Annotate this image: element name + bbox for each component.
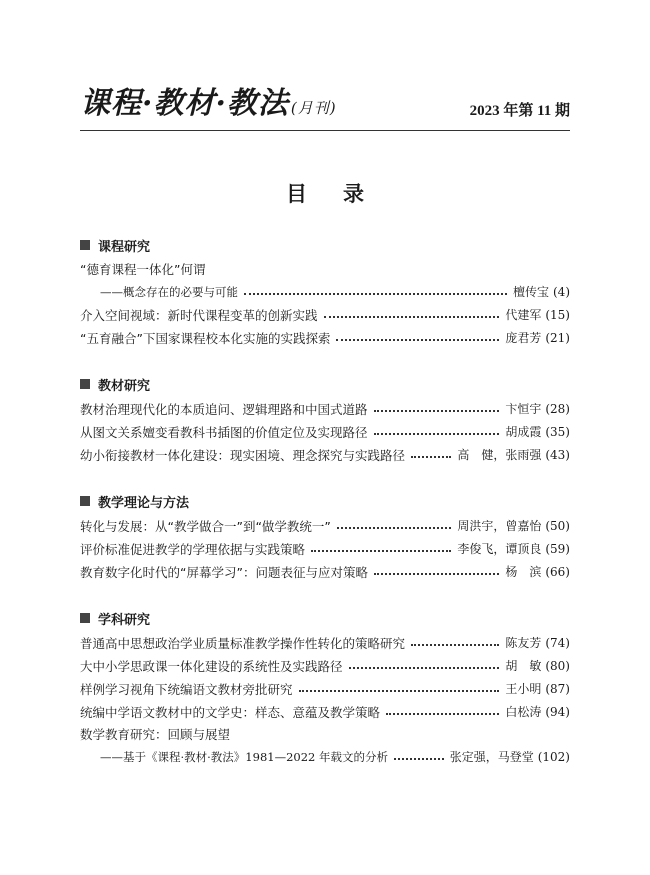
dot-leader — [374, 410, 500, 412]
dot-leader — [311, 550, 451, 552]
section-heading-text: 教材研究 — [98, 378, 151, 394]
dot-leader — [374, 573, 499, 575]
entry-author: 卞恒宇 — [505, 402, 542, 416]
toc-section — [80, 488, 570, 583]
toc-section — [80, 232, 570, 349]
entry-author: 陈友芳 — [505, 636, 542, 650]
entry-author: 高 健，张雨强 — [457, 448, 542, 462]
entry-page-number: (4) — [553, 284, 570, 299]
entry-author: 杨 滨 — [505, 565, 542, 579]
toc-section — [80, 605, 570, 768]
entry-title: ——基于《课程·教材·教法》1981—2022 年载文的分析 — [100, 749, 388, 764]
table-of-contents — [80, 232, 570, 790]
entry-author: 王小明 — [505, 682, 542, 696]
entry-title: “五育融合”下国家课程校本化实施的实践探索 — [80, 330, 331, 346]
entry-author: 李俊飞，谭顶良 — [457, 542, 542, 556]
square-bullet-icon — [80, 240, 90, 250]
journal-frequency: (月刊) — [290, 99, 337, 117]
toc-entry-subtitle[interactable] — [80, 280, 570, 303]
toc-entry[interactable] — [80, 420, 570, 443]
entry-author: 白松涛 — [505, 705, 542, 719]
entry-page-number: (66) — [545, 564, 570, 579]
toc-entry[interactable] — [80, 303, 570, 326]
entry-page-number: (94) — [545, 704, 570, 719]
square-bullet-icon — [80, 613, 90, 623]
toc-entry[interactable] — [80, 560, 570, 583]
entry-page-number: (59) — [545, 541, 570, 556]
entry-author: 代建军 — [505, 308, 542, 322]
section-heading — [80, 371, 570, 397]
toc-entry[interactable] — [80, 654, 570, 677]
entry-author: 胡 敏 — [505, 659, 542, 673]
entry-title: ——概念存在的必要与可能 — [100, 284, 238, 299]
toc-entry[interactable] — [80, 514, 570, 537]
entry-title: 从图文关系嬗变看教科书插图的价值定位及实现路径 — [80, 424, 368, 440]
square-bullet-icon — [80, 379, 90, 389]
entry-title: 教育数字化时代的“屏幕学习”：问题表征与应对策略 — [80, 564, 368, 580]
toc-section — [80, 371, 570, 466]
entry-title: 大中小学思政课一体化建设的系统性及实践路径 — [80, 658, 343, 674]
entry-title: “德育课程一体化”何谓 — [80, 262, 206, 277]
toc-entry[interactable] — [80, 397, 570, 420]
entry-author: 胡成霞 — [505, 425, 542, 439]
entry-author: 庞君芳 — [505, 331, 542, 345]
toc-entry[interactable] — [80, 326, 570, 349]
entry-page-number: (28) — [545, 401, 570, 416]
entry-page-number: (35) — [545, 424, 570, 439]
dot-leader — [386, 713, 499, 715]
toc-entry[interactable] — [80, 443, 570, 466]
entry-title: 幼小衔接教材一体化建设：现实困境、理念探究与实践路径 — [80, 447, 406, 463]
section-heading-text: 教学理论与方法 — [98, 495, 190, 511]
section-heading-text: 课程研究 — [98, 239, 151, 255]
toc-title: 目录 — [286, 182, 400, 206]
entry-author: 张定强，马登堂 — [449, 750, 534, 764]
entry-page-number: (80) — [545, 658, 570, 673]
toc-entry[interactable] — [80, 258, 570, 280]
entry-title: 转化与发展：从“教学做合一”到“做学教统一” — [80, 518, 331, 534]
journal-name: 课程·教材·教法 — [80, 86, 289, 121]
toc-entry-subtitle[interactable] — [80, 745, 570, 768]
journal-header — [80, 88, 570, 131]
entry-title: 普通高中思想政治学业质量标准教学操作性转化的策略研究 — [80, 635, 406, 651]
entry-author: 檀传宝 — [512, 285, 549, 299]
entry-title: 样例学习视角下统编语文教材旁批研究 — [80, 681, 293, 697]
dot-leader — [324, 316, 500, 318]
entry-page-number: (74) — [545, 635, 570, 650]
entry-page-number: (21) — [545, 330, 570, 345]
entry-title: 介入空间视域：新时代课程变革的创新实践 — [80, 307, 318, 323]
dot-leader — [374, 433, 500, 435]
entry-title: 教材治理现代化的本质追问、逻辑理路和中国式道路 — [80, 401, 368, 417]
entry-page-number: (43) — [545, 447, 570, 462]
toc-entry[interactable] — [80, 677, 570, 700]
entry-page-number: (50) — [545, 518, 570, 533]
toc-entry[interactable] — [80, 537, 570, 560]
section-heading — [80, 232, 570, 258]
toc-entry[interactable] — [80, 723, 570, 745]
entry-author: 周洪宇，曾嘉怡 — [457, 519, 542, 533]
square-bullet-icon — [80, 496, 90, 506]
entry-title: 统编中学语文教材中的文学史：样态、意蕴及教学策略 — [80, 704, 381, 720]
issue-number: 2023 年第 11 期 — [469, 103, 570, 119]
dot-leader — [394, 758, 444, 760]
toc-entry[interactable] — [80, 700, 570, 723]
journal-title — [80, 78, 337, 122]
dot-leader — [336, 339, 499, 341]
dot-leader — [349, 667, 500, 669]
entry-page-number: (102) — [537, 749, 570, 764]
entry-page-number: (87) — [545, 681, 570, 696]
dot-leader — [337, 527, 451, 529]
entry-page-number: (15) — [545, 307, 570, 322]
dot-leader — [299, 690, 500, 692]
section-heading — [80, 488, 570, 514]
entry-title: 数学教育研究：回顾与展望 — [80, 727, 231, 742]
section-heading — [80, 605, 570, 631]
section-heading-text: 学科研究 — [98, 612, 151, 628]
entry-title: 评价标准促进教学的学理依据与实践策略 — [80, 541, 306, 557]
dot-leader — [411, 644, 499, 646]
dot-leader — [411, 456, 451, 458]
toc-entry[interactable] — [80, 631, 570, 654]
dot-leader — [244, 293, 507, 295]
